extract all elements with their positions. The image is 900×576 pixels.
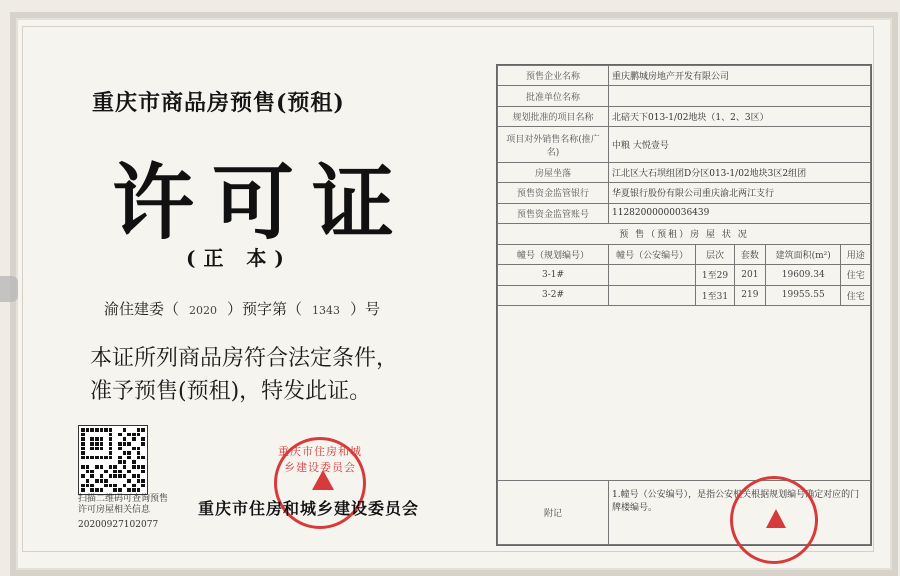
qr-module bbox=[109, 451, 113, 455]
qr-module bbox=[109, 488, 113, 492]
qr-module bbox=[123, 456, 127, 460]
qr-module bbox=[86, 474, 90, 478]
qr-module bbox=[81, 470, 85, 474]
qr-module bbox=[132, 474, 136, 478]
qr-module bbox=[104, 470, 108, 474]
qr-module bbox=[90, 442, 94, 446]
qr-module bbox=[123, 460, 127, 464]
certification-paragraph: 本证所列商品房符合法定条件，准予预售(预租)，特发此证。 bbox=[90, 346, 399, 404]
qr-module bbox=[132, 470, 136, 474]
qr-module bbox=[141, 447, 145, 451]
qr-module bbox=[90, 433, 94, 437]
qr-module bbox=[132, 447, 136, 451]
table-cell bbox=[609, 285, 696, 305]
qr-module bbox=[86, 447, 90, 451]
qr-module bbox=[86, 437, 90, 441]
qr-module bbox=[132, 479, 136, 483]
qr-module bbox=[90, 488, 94, 492]
qr-module bbox=[113, 451, 117, 455]
table-cell: 3-1# bbox=[498, 265, 609, 285]
qr-module bbox=[118, 479, 122, 483]
qr-module bbox=[81, 447, 85, 451]
qr-module bbox=[109, 484, 113, 488]
qr-module bbox=[123, 484, 127, 488]
qr-module bbox=[141, 474, 145, 478]
qr-module bbox=[86, 488, 90, 492]
qr-module bbox=[104, 451, 108, 455]
qr-module bbox=[127, 456, 131, 460]
qr-module bbox=[86, 451, 90, 455]
qr-module bbox=[100, 474, 104, 478]
table-row bbox=[498, 285, 871, 305]
qr-module bbox=[86, 484, 90, 488]
license-heading: 许可证 bbox=[112, 155, 413, 251]
field-row bbox=[498, 183, 871, 203]
qr-module bbox=[90, 474, 94, 478]
qr-module bbox=[141, 428, 145, 432]
qr-module bbox=[132, 442, 136, 446]
qr-module bbox=[118, 451, 122, 455]
qr-module bbox=[100, 456, 104, 460]
qr-module bbox=[86, 470, 90, 474]
qr-module bbox=[81, 442, 85, 446]
qr-module bbox=[123, 447, 127, 451]
qr-module bbox=[137, 474, 141, 478]
field-label: 预售资金监管账号 bbox=[498, 203, 609, 224]
seal-text: 重庆市住房和城乡建设委员会 bbox=[278, 445, 362, 474]
qr-module bbox=[118, 488, 122, 492]
table-cell: 住宅 bbox=[841, 265, 871, 285]
table-cell bbox=[609, 265, 696, 285]
qr-module bbox=[118, 470, 122, 474]
qr-module bbox=[127, 433, 131, 437]
qr-module bbox=[90, 456, 94, 460]
qr-module bbox=[113, 488, 117, 492]
qr-module bbox=[127, 447, 131, 451]
field-row bbox=[498, 106, 871, 126]
qr-code-icon bbox=[78, 425, 148, 495]
field-row bbox=[498, 162, 871, 182]
table-cell: 住宅 bbox=[841, 285, 871, 305]
qr-module bbox=[113, 442, 117, 446]
qr-serial: 20200927102077 bbox=[78, 520, 159, 530]
qr-note: 扫描二维码可查询预售许可房屋相关信息 bbox=[78, 494, 169, 515]
license-details bbox=[497, 65, 871, 545]
qr-module bbox=[86, 479, 90, 483]
qr-module bbox=[81, 488, 85, 492]
field-value: 华夏银行股份有限公司重庆渝北两江支行 bbox=[609, 183, 871, 203]
table-header-cell: 层次 bbox=[696, 244, 734, 264]
qr-module bbox=[113, 470, 117, 474]
qr-module bbox=[100, 433, 104, 437]
qr-module bbox=[100, 460, 104, 464]
qr-module bbox=[132, 465, 136, 469]
field-value: 中粮 大悦壹号 bbox=[609, 127, 871, 162]
qr-module bbox=[81, 479, 85, 483]
qr-module bbox=[95, 488, 99, 492]
table-cell: 19609.34 bbox=[766, 265, 841, 285]
qr-module bbox=[95, 470, 99, 474]
field-label: 项目对外销售名称(推广名) bbox=[498, 127, 609, 162]
qr-module bbox=[95, 479, 99, 483]
qr-module bbox=[123, 451, 127, 455]
qr-module bbox=[95, 442, 99, 446]
original-copy-label: (正 本) bbox=[186, 246, 292, 270]
qr-module bbox=[132, 484, 136, 488]
qr-module bbox=[90, 470, 94, 474]
qr-module bbox=[113, 428, 117, 432]
qr-module bbox=[137, 447, 141, 451]
qr-module bbox=[90, 437, 94, 441]
qr-module bbox=[137, 433, 141, 437]
remarks-text: 1.幢号（公安编号），是指公安机关根据规划编号确定对应的门牌楼编号。 bbox=[609, 481, 871, 545]
field-row bbox=[498, 86, 871, 106]
qr-module bbox=[100, 428, 104, 432]
qr-module bbox=[113, 460, 117, 464]
qr-module bbox=[141, 479, 145, 483]
table-header-cell: 幢号（规划编号） bbox=[498, 244, 609, 264]
qr-module bbox=[104, 479, 108, 483]
qr-module bbox=[109, 470, 113, 474]
qr-module bbox=[95, 465, 99, 469]
qr-module bbox=[132, 488, 136, 492]
qr-module bbox=[109, 442, 113, 446]
field-row bbox=[498, 127, 871, 162]
qr-module bbox=[104, 465, 108, 469]
qr-module bbox=[113, 474, 117, 478]
qr-module bbox=[127, 470, 131, 474]
qr-module bbox=[127, 479, 131, 483]
qr-module bbox=[137, 488, 141, 492]
qr-module bbox=[127, 451, 131, 455]
qr-module bbox=[132, 437, 136, 441]
qr-module bbox=[137, 479, 141, 483]
qr-module bbox=[127, 428, 131, 432]
qr-module bbox=[90, 460, 94, 464]
qr-module bbox=[132, 428, 136, 432]
qr-module bbox=[81, 474, 85, 478]
section-title: 预 售（预租）房 屋 状 况 bbox=[498, 224, 871, 244]
qr-module bbox=[137, 465, 141, 469]
qr-module bbox=[141, 456, 145, 460]
qr-module bbox=[123, 474, 127, 478]
qr-module bbox=[104, 474, 108, 478]
qr-module bbox=[81, 484, 85, 488]
qr-module bbox=[113, 456, 117, 460]
field-value: 江北区大石坝组团D分区013-1/02地块3区2组团 bbox=[609, 162, 871, 182]
qr-module bbox=[113, 447, 117, 451]
qr-module bbox=[100, 451, 104, 455]
qr-module bbox=[95, 451, 99, 455]
qr-module bbox=[137, 484, 141, 488]
qr-module bbox=[118, 437, 122, 441]
qr-module bbox=[113, 437, 117, 441]
field-label: 房屋坐落 bbox=[498, 162, 609, 182]
qr-module bbox=[81, 451, 85, 455]
qr-module bbox=[127, 488, 131, 492]
qr-module bbox=[104, 442, 108, 446]
qr-module bbox=[137, 460, 141, 464]
qr-module bbox=[81, 460, 85, 464]
qr-module bbox=[109, 465, 113, 469]
qr-module bbox=[127, 460, 131, 464]
qr-module bbox=[109, 456, 113, 460]
qr-module bbox=[132, 456, 136, 460]
field-value bbox=[609, 86, 871, 106]
qr-module bbox=[123, 470, 127, 474]
qr-module bbox=[90, 465, 94, 469]
qr-module bbox=[90, 428, 94, 432]
qr-module bbox=[123, 433, 127, 437]
qr-module bbox=[141, 437, 145, 441]
qr-module bbox=[118, 456, 122, 460]
license-prefix: 渝住建委（ bbox=[104, 300, 180, 318]
field-label: 预售企业名称 bbox=[498, 66, 609, 86]
qr-module bbox=[90, 484, 94, 488]
qr-module bbox=[100, 470, 104, 474]
qr-module bbox=[100, 465, 104, 469]
table-header-cell: 幢号（公安编号） bbox=[609, 244, 696, 264]
field-label: 规划批准的项目名称 bbox=[498, 106, 609, 126]
remarks-label: 附记 bbox=[498, 481, 609, 545]
qr-module bbox=[95, 456, 99, 460]
qr-module bbox=[104, 447, 108, 451]
qr-module bbox=[137, 470, 141, 474]
qr-module bbox=[109, 437, 113, 441]
qr-module bbox=[118, 447, 122, 451]
qr-module bbox=[118, 460, 122, 464]
qr-module bbox=[86, 465, 90, 469]
qr-module bbox=[81, 428, 85, 432]
qr-module bbox=[86, 442, 90, 446]
qr-module bbox=[90, 479, 94, 483]
qr-module bbox=[100, 488, 104, 492]
official-seal-icon bbox=[730, 476, 818, 564]
qr-module bbox=[100, 484, 104, 488]
qr-module bbox=[100, 447, 104, 451]
table-cell: 1至31 bbox=[696, 285, 734, 305]
qr-module bbox=[137, 456, 141, 460]
spacer-row bbox=[498, 306, 871, 481]
qr-module bbox=[86, 460, 90, 464]
qr-module bbox=[109, 460, 113, 464]
qr-module bbox=[123, 465, 127, 469]
qr-module bbox=[141, 470, 145, 474]
qr-module bbox=[104, 433, 108, 437]
qr-module bbox=[113, 465, 117, 469]
qr-module bbox=[109, 474, 113, 478]
table-row bbox=[498, 265, 871, 285]
qr-module bbox=[123, 437, 127, 441]
license-mid: ）预字第（ bbox=[227, 300, 303, 318]
qr-module bbox=[118, 428, 122, 432]
field-row bbox=[498, 66, 871, 86]
qr-module bbox=[127, 442, 131, 446]
qr-module bbox=[137, 442, 141, 446]
qr-module bbox=[95, 484, 99, 488]
license-number: 1343 bbox=[312, 304, 341, 317]
qr-module bbox=[95, 428, 99, 432]
qr-module bbox=[90, 451, 94, 455]
qr-module bbox=[118, 465, 122, 469]
qr-module bbox=[86, 428, 90, 432]
table-cell: 1至29 bbox=[696, 265, 734, 285]
issuing-authority: 重庆市住房和城乡建设委员会 bbox=[198, 499, 420, 518]
qr-module bbox=[86, 456, 90, 460]
qr-module bbox=[104, 437, 108, 441]
table-cell: 219 bbox=[734, 285, 765, 305]
license-number-line bbox=[104, 298, 380, 319]
detail-table bbox=[496, 64, 872, 546]
qr-module bbox=[100, 437, 104, 441]
document-title: 重庆市商品房预售(预租) bbox=[92, 90, 345, 116]
qr-module bbox=[113, 484, 117, 488]
qr-module bbox=[95, 433, 99, 437]
qr-module bbox=[127, 437, 131, 441]
qr-module bbox=[104, 456, 108, 460]
qr-module bbox=[123, 488, 127, 492]
qr-module bbox=[123, 479, 127, 483]
section-row bbox=[498, 224, 871, 244]
qr-module bbox=[104, 488, 108, 492]
qr-module bbox=[109, 428, 113, 432]
qr-module bbox=[118, 474, 122, 478]
qr-module bbox=[127, 484, 131, 488]
field-value: 北碚天下013-1/02地块（1、2、3区） bbox=[609, 106, 871, 126]
qr-module bbox=[141, 465, 145, 469]
table-cell: 19955.55 bbox=[766, 285, 841, 305]
qr-module bbox=[109, 479, 113, 483]
qr-module bbox=[113, 433, 117, 437]
qr-module bbox=[81, 433, 85, 437]
qr-module bbox=[95, 460, 99, 464]
qr-module bbox=[137, 437, 141, 441]
qr-module bbox=[141, 488, 145, 492]
qr-module bbox=[109, 447, 113, 451]
table-cell: 201 bbox=[734, 265, 765, 285]
field-value: 重庆鹏城房地产开发有限公司 bbox=[609, 66, 871, 86]
qr-module bbox=[141, 433, 145, 437]
qr-module bbox=[127, 474, 131, 478]
qr-module bbox=[123, 442, 127, 446]
qr-module bbox=[90, 447, 94, 451]
qr-module bbox=[141, 451, 145, 455]
qr-module bbox=[123, 428, 127, 432]
qr-module bbox=[141, 460, 145, 464]
qr-module bbox=[81, 437, 85, 441]
qr-module bbox=[118, 484, 122, 488]
table-header-row bbox=[498, 244, 871, 264]
qr-module bbox=[118, 442, 122, 446]
qr-module bbox=[86, 433, 90, 437]
qr-module bbox=[81, 456, 85, 460]
qr-module bbox=[100, 442, 104, 446]
table-header-cell: 用途 bbox=[841, 244, 871, 264]
license-year: 2020 bbox=[189, 304, 218, 317]
qr-module bbox=[141, 442, 145, 446]
field-row bbox=[498, 203, 871, 224]
field-label: 预售资金监管银行 bbox=[498, 183, 609, 203]
qr-module bbox=[95, 447, 99, 451]
qr-module bbox=[104, 484, 108, 488]
table-cell: 3-2# bbox=[498, 285, 609, 305]
license-suffix: ）号 bbox=[350, 300, 381, 318]
table-header-cell: 建筑面积(m²) bbox=[766, 244, 841, 264]
qr-module bbox=[113, 479, 117, 483]
qr-module bbox=[141, 484, 145, 488]
field-label: 批准单位名称 bbox=[498, 86, 609, 106]
qr-module bbox=[118, 433, 122, 437]
qr-module bbox=[132, 460, 136, 464]
qr-module bbox=[137, 451, 141, 455]
qr-module bbox=[132, 451, 136, 455]
qr-module bbox=[127, 465, 131, 469]
qr-module bbox=[81, 465, 85, 469]
qr-module bbox=[104, 460, 108, 464]
qr-module bbox=[104, 428, 108, 432]
left-edge-tab bbox=[0, 276, 18, 302]
table-header-cell: 套数 bbox=[734, 244, 765, 264]
field-value: 11282000000036439 bbox=[609, 203, 871, 224]
qr-module bbox=[95, 437, 99, 441]
qr-module bbox=[109, 433, 113, 437]
qr-module bbox=[137, 428, 141, 432]
qr-module bbox=[132, 433, 136, 437]
qr-module bbox=[100, 479, 104, 483]
qr-module bbox=[95, 474, 99, 478]
